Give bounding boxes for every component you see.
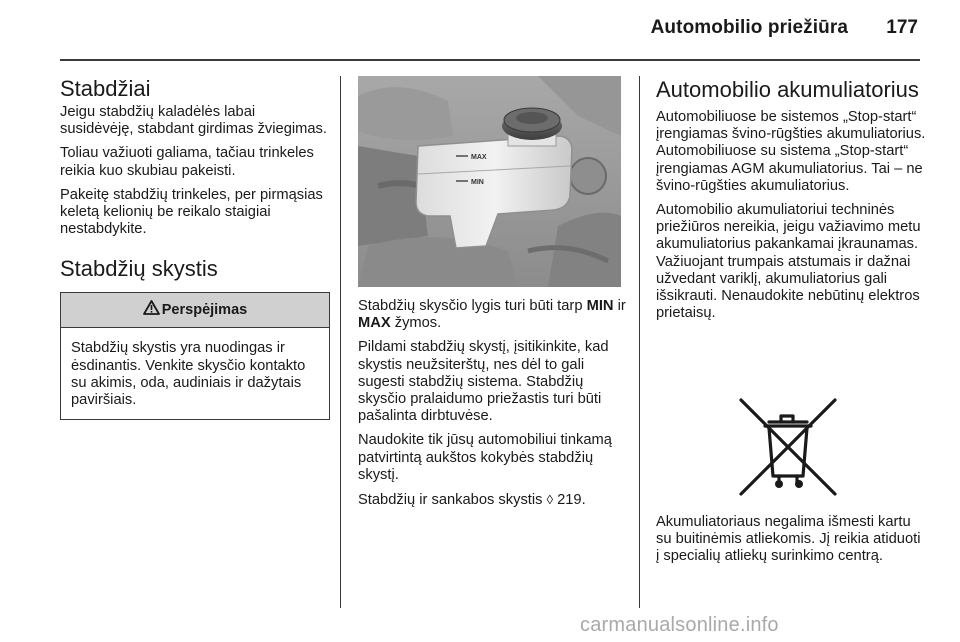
- fluid-level-paragraph: [358, 298, 630, 332]
- warning-text: Stabdžių skystis yra nuodingas ir ėsdinantis. Venkite skysčio kontakto su akimis, oda, audiniais ir dažytais paviršiais.: [71, 340, 306, 409]
- fluid-reference-text: Stabdžių ir sankabos skystis: [358, 492, 547, 509]
- warning-header: [61, 293, 329, 328]
- battery-paragraph-2: Automobilio akumuliatoriui techninės priežiūros nereikia, jeigu važiavimo metu akumuliatorius pakankamai įkraunamas. Važiuojant trumpais atstumais ir dažnai užvedant variklį, akumuliatorius gali išsikrauti. Nenaudokite nebūtinų elektros prietaisų.: [656, 202, 921, 322]
- max-label: MAX: [471, 154, 487, 161]
- fluid-level-joiner: ir: [613, 298, 626, 314]
- brakes-paragraph-3: Pakeitę stabdžių trinkeles, per pirmąsias keletą kelionių be reikalo staigiai nestabdykite.: [60, 186, 323, 238]
- page-header-title: Automobilio priežiūra: [650, 17, 848, 38]
- middle-column: [358, 298, 630, 516]
- brake-fluid-heading: Stabdžių skystis: [60, 256, 218, 282]
- crossed-out-wheelie-bin-icon: [735, 396, 841, 498]
- header-divider: [60, 59, 920, 61]
- min-label: MIN: [471, 179, 484, 186]
- page-reference-link[interactable]: 219.: [553, 492, 586, 509]
- warning-box: [60, 292, 330, 420]
- warning-label: Perspėjimas: [161, 302, 248, 319]
- page-reference-icon[interactable]: ◊: [546, 492, 554, 508]
- brakes-heading: Stabdžiai: [60, 76, 151, 101]
- right-column: [656, 76, 926, 329]
- battery-disposal-block: [656, 514, 926, 573]
- min-mark-text: MIN: [586, 298, 614, 314]
- brakes-paragraph-2: Toliau važiuoti galiama, tačiau trinkeles reikia kuo skubiau pakeisti.: [60, 145, 314, 179]
- column-divider-1: [340, 76, 341, 608]
- battery-disposal-paragraph: Akumuliatoriaus negalima išmesti kartu su buitinėmis atliekomis. Jį reikia atiduoti į specialių atliekų surinkimo centrą.: [656, 514, 921, 565]
- left-column: [60, 76, 330, 420]
- fluid-quality-paragraph: Naudokite tik jūsų automobiliui tinkamą patvirtintą aukštos kokybės stabdžių skystį.: [358, 432, 612, 483]
- max-mark-text: MAX: [358, 315, 391, 332]
- watermark: carmanualsonline.info: [580, 614, 779, 636]
- battery-paragraph-1: Automobiliuose be sistemos „Stop-start“ įrengiamas švino-rūgšties akumuliatorius. Automobiliuose su sistema „Stop-start“ įrengiamas AGM akumuliatorius. Tai – ne švino-rūgšties akumuliatorius.: [656, 109, 926, 194]
- brake-fluid-reservoir-photo: [358, 76, 621, 287]
- column-divider-2: [639, 76, 640, 608]
- battery-heading: Automobilio akumuliatorius: [656, 77, 919, 102]
- brakes-paragraph-1: Jeigu stabdžių kaladėlės labai susidėvėję, stabdant girdimas žviegimas.: [60, 104, 327, 138]
- warning-body: [61, 328, 329, 419]
- fluid-level-text: Stabdžių skysčio lygis turi būti tarp: [358, 298, 587, 314]
- fluid-level-end: žymos.: [390, 315, 442, 332]
- warning-triangle-icon: [143, 294, 160, 328]
- page-number: 177: [886, 17, 918, 38]
- fluid-reference-paragraph: [358, 491, 630, 509]
- fluid-contamination-paragraph: Pildami stabdžių skystį, įsitikinkite, kad skystis neužsiterštų, nes dėl to gali sugesti stabdžių sistema. Stabdžių skysčio pralaidumo priežastis turi būti pašalinta dirbtuvėse.: [358, 339, 609, 425]
